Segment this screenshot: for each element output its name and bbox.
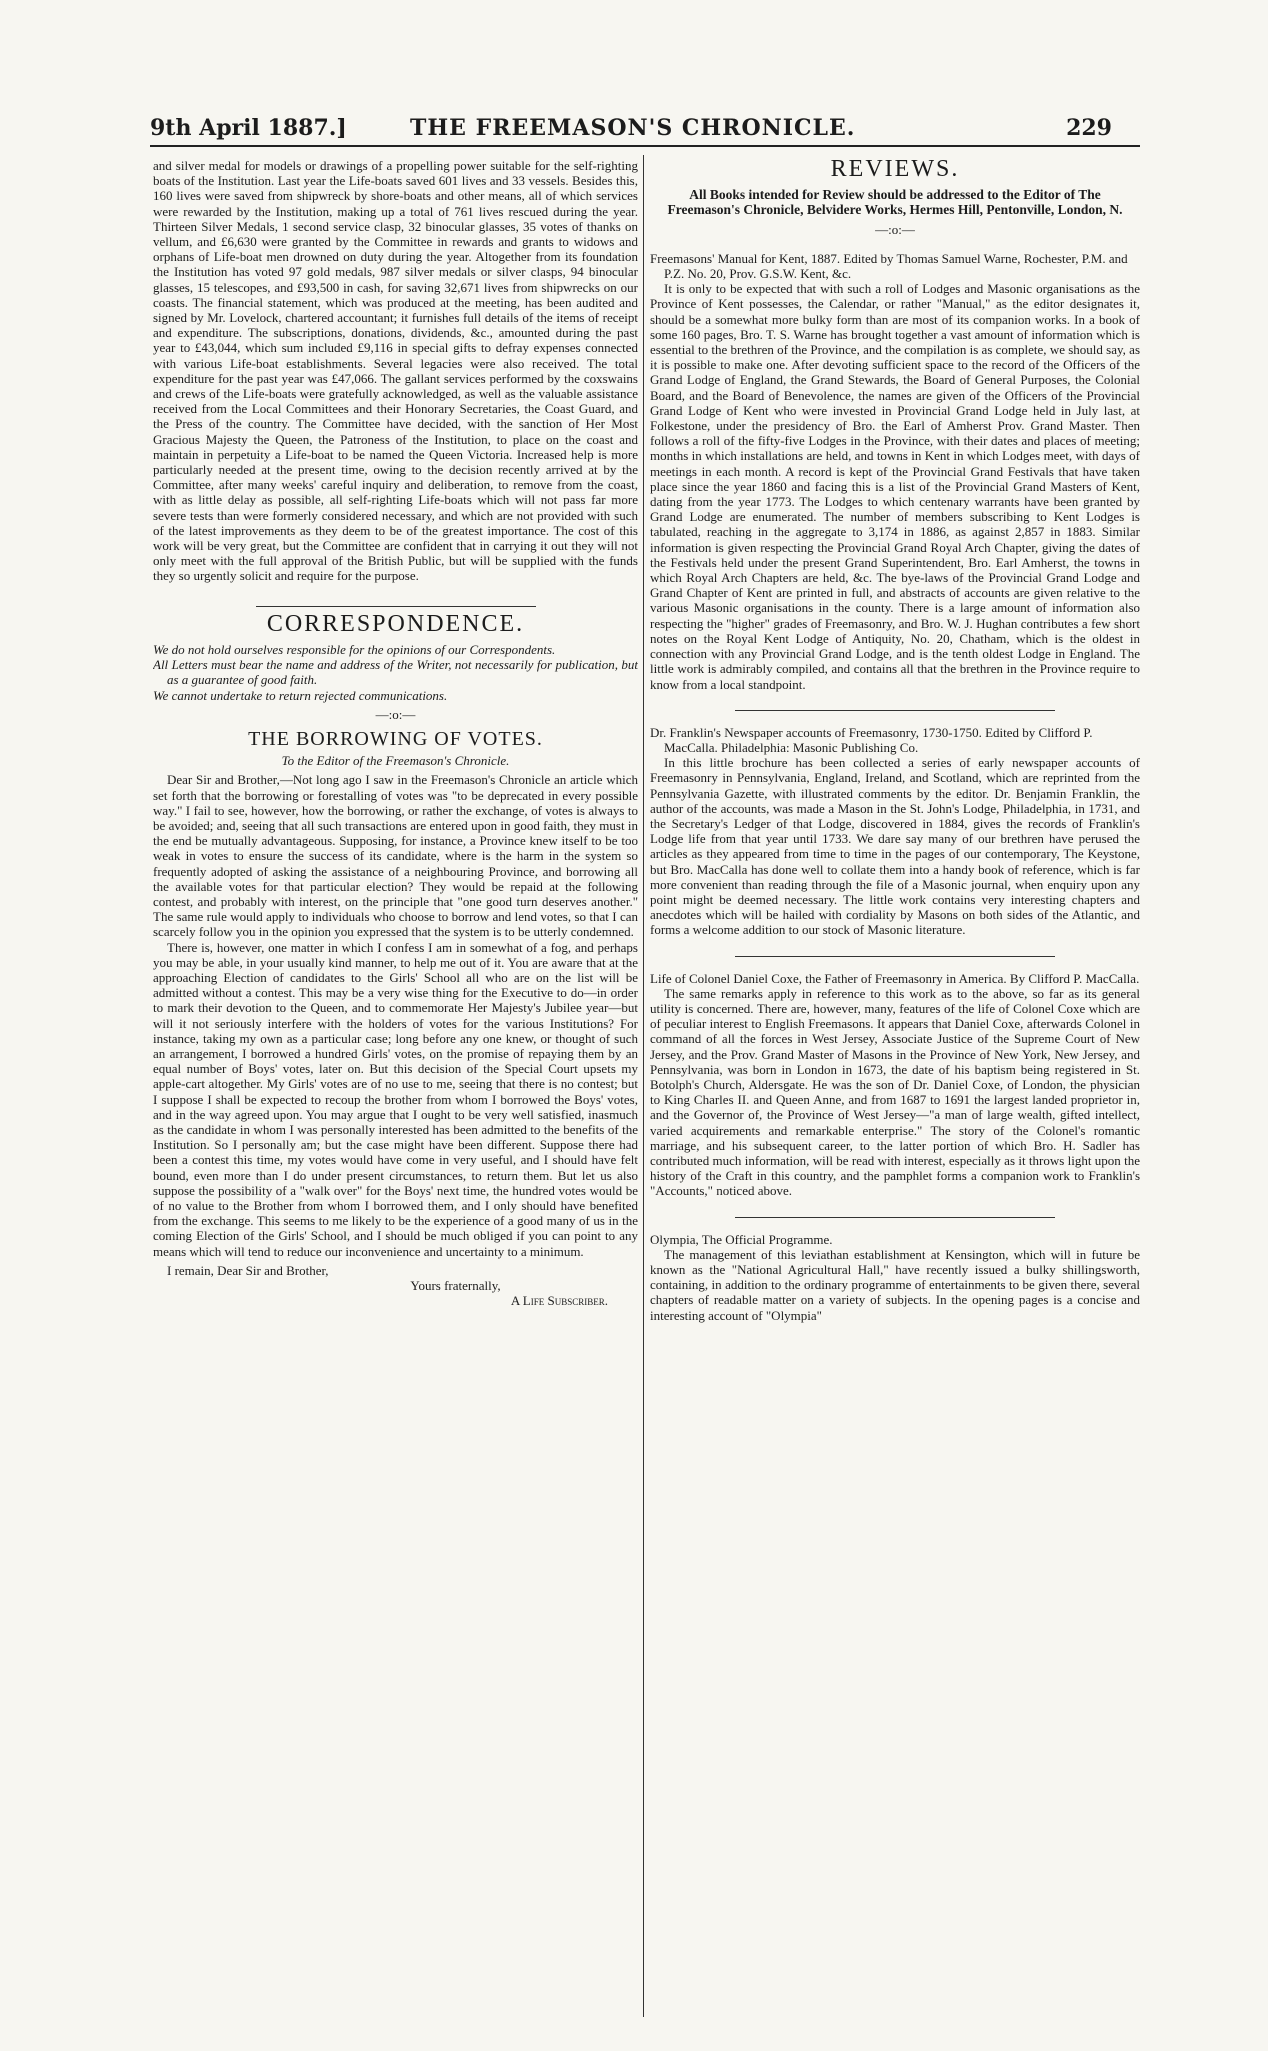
review-divider-2 [735,956,1055,957]
correspondence-heading: CORRESPONDENCE. [266,610,525,637]
letter-address: To the Editor of the Freemason's Chronicle. [281,753,510,769]
publication-title: THE FREEMASON'S CHRONICLE. [410,115,856,141]
page-header [150,115,1140,147]
letter-yours: Yours fraternally, [410,1278,501,1294]
letter-paragraph-1: Dear Sir and Brother,—Not long ago I saw in the Freemason's Chronicle an article which set forth that the borrowing or forestalling of votes was "to be deprecated in every possible way." I fail to see, however, how the borrowing, or rather the exchange, of votes is always to be avoided; and, seeing that all such transactions are entered upon in good faith, they must in the end be mutually advantageous. Supposing, for instance, a Province knew itself to be too weak in votes to ensure the success of its candidate, where is the harm in the system so frequently adopted of asking the assistance of a neighbouring Province, and borrowing all the available votes for that particular election? They would be repaid at the following contest, and probably with interest, on the principle that "one good turn deserves another." The same rule would apply to individuals who choose to borrow and lend votes, so that I can scarcely follow you in the opinion you expressed that the system is to be utterly condemned. [153,772,638,940]
issue-date: 9th April 1887.] [150,115,347,141]
article-heading: THE BORROWING OF VOTES. [248,727,543,750]
column-rule [643,155,644,2017]
review-4-body: The management of this leviathan establishment at Kensington, which will in future be known as the "National Agricultural Hall," have recently issued a bulky shillingsworth, containing, in addition to the ordinary programme of entertainments to be given there, several chapters of readable matter on a variety of subjects. In the opening pages is a concise and interesting account of "Olympia" [650,1246,1140,1323]
review-divider-3 [735,1217,1055,1218]
review-3-body: The same remarks apply in reference to this work as to the above, so far as its general utility is concerned. There are, however, many, features of the life of Colonel Coxe which are of peculiar interest to English Freemasons. It appears that Daniel Coxe, afterwards Colonel in command of all the forces in West Jersey, Associate Justice of the Supreme Court of New Jersey, and the Prov. Grand Master of Masons in the Province of New York, New Jersey, and Pennsylvania, was born in London in 1673, the date of his baptism being registered in St. Botolph's Church, Aldersgate. He was the son of Dr. Daniel Coxe, of London, the physician to King Charles II. and Queen Anne, and from 1687 to 1691 the largest landed proprietor in, and the Governor of, the Province of West Jersey—"a man of large wealth, gifted intellect, varied acquirements and remarkable enterprise." The story of the Colonel's romantic marriage, and his subsequent career, to the latter portion of which Bro. H. Sadler has contributed much information, will be read with interest, especially as it throws light upon the history of the Craft in this country, and the pamphlet forms a companion work to Franklin's "Accounts," noticed above. [650,985,1140,1199]
review-1-title: Freemasons' Manual for Kent, 1887. Edited by Thomas Samuel Warne, Rochester, P.M. and P.Z. No. 20, Prov. G.S.W. Kent, &c. [650,250,1128,282]
letter-paragraph-2: There is, however, one matter in which I confess I am in somewhat of a fog, and perhaps you may be able, in your usually kind manner, to help me out of it. You are aware that at the approaching Election of candidates to the Girls' School all who are on the list will be admitted without a contest. This may be a very wise thing for the Executive to do—in order to mark their devotion to the Queen, and to commemorate Her Majesty's Jubilee year—but will it not seriously interfere with the holders of votes for the various Institutions? For instance, taking my own as a particular case; long before any one knew, or thought of such an arrangement, I borrowed a hundred Girls' votes, on the promise of repaying them by an equal number of Boys' votes, later on. But this decision of the Special Court upsets my apple-cart altogether. My Girls' votes are of no use to me, seeing that there is no contest; but I suppose I shall be expected to recoup the brother from whom I borrowed the Boys' votes, and in the way agreed upon. You may argue that I ought to be very well satisfied, inasmuch as the candidate in whom I was personally interested has been admitted to the benefits of the Institution. So I personally am; but the case might have been different. Suppose there had been a contest this time, my votes would have come in very useful, and I should have felt bound, even more than I do under present circumstances, to return them. But let us also suppose the possibility of a "walk over" for the Boys' next time, the hundred votes would be of no value to the Brother from whom I borrowed them, and I only should have benefited from the exchange. This seems to me likely to be the experience of a good many of us in the coming Election of the Girls' School, and I should be much obliged if you can point to any means which will tend to reduce our inconvenience and uncertainty to a minimum. [153,939,638,1259]
left-column [153,158,638,2020]
ornament-divider: —:o:— [375,706,416,722]
letter-closing: I remain, Dear Sir and Brother, [167,1262,329,1278]
reviews-heading: REVIEWS. [830,158,960,182]
page-number: 229 [1066,115,1112,141]
reviews-notice: All Books intended for Review should be addressed to the Editor of The Freemason's Chronicle, Belvidere Works, Hermes Hill, Pentonville, London, N. [667,187,1123,218]
review-4-title: Olympia, The Official Programme. [650,1231,833,1247]
disclaimer-letters: All Letters must bear the name and address of the Writer, not necessarily for publication, but as a guarantee of good faith. [153,657,638,688]
review-1-body: It is only to be expected that with such a roll of Lodges and Masonic organisations as the Province of Kent possesses, the Calendar, or rather "Manual," as the editor designates it, should be a somewhat more bulky form than are most of its companion works. In a book of some 160 pages, Bro. T. S. Warne has brought together a vast amount of information which is essential to the brethren of the Province, and the compilation is as complete, we should say, as it is possible to make one. After devoting sufficient space to the record of the Officers of the Grand Lodge of England, the Grand Stewards, the Board of General Purposes, the Colonial Board, and the Board of Benevolence, the names are given of the Officers of the Provincial Grand Lodge of Kent who were invested in Provincial Grand Lodge held in July last, at Folkestone, under the presidency of Bro. the Earl of Amherst Prov. Grand Master. Then follows a roll of the fifty-five Lodges in the Province, with their dates and places of meeting; months in which installations are held, and towns in Kent in which Lodges meet, with days of meetings in each month. A record is kept of the Provincial Grand Festivals that have taken place since the year 1860 and facing this is a list of the Provincial Grand Masters of Kent, dating from the year 1773. The Lodges to which centenary warrants have been granted by Grand Lodge are enumerated. The number of members subscribing to Kent Lodges is tabulated, reaching in the aggregate to 3,174 in 1886, as against 2,857 in 1883. Similar information is given respecting the Provincial Grand Royal Arch Chapter, giving the dates of the Festivals held under the present Grand Superintendent, Bro. Earl Amherst, the towns in which Royal Arch Chapters are held, &c. The bye-laws of the Provincial Grand Lodge and Grand Chapter of Kent are printed in full, and abstracts of accounts are given relative to the various Masonic organisations in the county. There is a large amount of information also respecting the "higher" grades of Freemasonry, and Bro. W. J. Hughan contributes a few short notes on the Royal Kent Lodge of Antiquity, No. 20, Chatham, which is the oldest in connection with any Provincial Grand Lodge, and is the tenth oldest Lodge in England. The little work is admirably compiled, and contains all that the brethren in the Province require to know from a local standpoint. [650,281,1140,692]
right-column [650,158,1140,2020]
review-divider-1 [735,710,1055,711]
section-divider [256,606,536,607]
review-2-body: In this little brochure has been collected a series of early newspaper accounts of Freemasonry in Pennsylvania, England, Ireland, and Scotland, which are reprinted from the Pennsylvania Gazette, with illustrated comments by the editor. Dr. Benjamin Franklin, the author of the accounts, was made a Mason in the St. John's Lodge, Philadelphia, in 1731, and the Secretary's Ledger of that Lodge, discovered in 1884, gives the records of Franklin's Lodge life from that year until 1733. We dare say many of our brethren have perused the articles as they appeared from time to time in the pages of our contemporary, The Keystone, but Bro. MacCalla has done well to collate them into a handy book of reference, which is far more convenient than reading through the file of a Masonic journal, when enquiry upon any point might be deemed necessary. The little work contains very interesting chapters and anecdotes which will be hailed with cordiality by Masons on both sides of the Atlantic, and forms a welcome addition to our stock of Masonic literature. [650,755,1140,938]
review-2-title: Dr. Franklin's Newspaper accounts of Freemasonry, 1730-1750. Edited by Clifford P. MacCalla. Philadelphia: Masonic Publishing Co. [650,724,1093,755]
lifeboat-paragraph: and silver medal for models or drawings of a propelling power suitable for the self-righting boats of the Institution. Last year the Life-boats saved 601 lives and 33 vessels. Besides this, 160 lives were saved from shipwreck by shore-boats and other means, all of which services were rewarded by the Institution, making up a total of 761 lives rescued during the year. Thirteen Silver Medals, 1 second service clasp, 32 binocular glasses, 35 votes of thanks on vellum, and £6,630 were granted by the Committee in rewards and grants to widows and orphans of Life-boat men drowned on duty during the year. Altogether from its foundation the Institution has voted 97 gold medals, 987 silver medals or silver clasps, 94 binocular glasses, 15 telescopes, and £93,500 in cash, for saving 32,671 lives from shipwrecks on our coasts. The financial statement, which was produced at the meeting, has been audited and signed by Mr. Lovelock, chartered accountant; it furnishes full details of the items of receipt and expenditure. The subscriptions, donations, dividends, &c., amounted during the past year to £43,044, which sum included £9,116 in special gifts to defray expenses connected with various Life-boat establishments. Several legacies were also received. The total expenditure for the past year was £47,066. The gallant services performed by the coxswains and crews of the Life-boats were gratefully acknowledged, as well as the valuable assistance received from the Local Committees and their Honorary Secretaries, the Coast Guard, and the Press of the country. The Committee have decided, with the sanction of Her Most Gracious Majesty the Queen, the Patroness of the Institution, to place on the coast and maintain in perpetuity a Life-boat to be named the Queen Victoria. Increased help is more particularly needed at the present time, owing to the decision recently arrived at by the Committee, after many weeks' careful inquiry and deliberation, to remove from the coast, with as little delay as possible, all self-righting Life-boats which will not pass far more severe tests than were formerly considered necessary, and which are not provided with such of the latest improvements as they deem to be of the greatest importance. The cost of this work will be very great, but the Committee are confident that in carrying it out they will not only meet with the full approval of the British Public, but will be supplied with the funds they so urgently solicit and require for the purpose. [153,158,638,584]
disclaimer-opinions: We do not hold ourselves responsible for the opinions of our Correspondents. [153,641,556,657]
letter-signature: A Life Subscriber. [510,1293,608,1309]
review-3-title: Life of Colonel Daniel Coxe, the Father of Freemasonry in America. By Clifford P. MacCalla. [650,970,1140,986]
ornament-divider-2: —:o:— [875,221,915,237]
disclaimer-rejected: We cannot undertake to return rejected communications. [153,687,448,703]
